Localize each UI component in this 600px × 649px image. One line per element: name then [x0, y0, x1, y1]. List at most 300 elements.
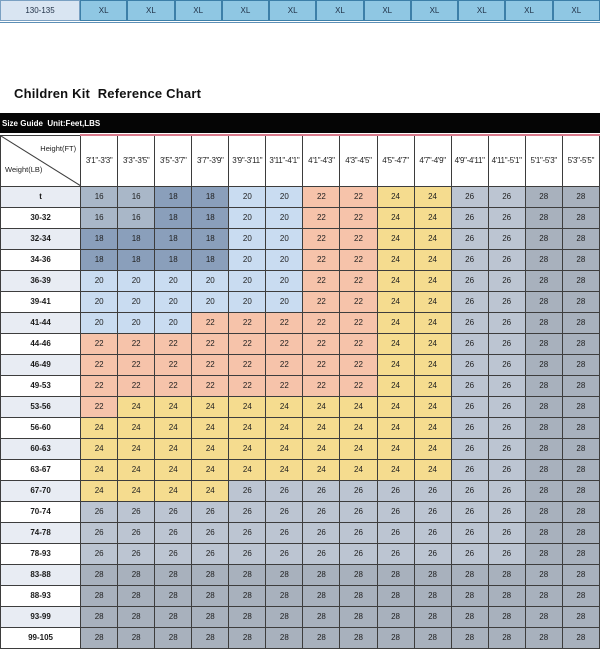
size-cell: 24	[414, 396, 451, 417]
size-cell: 26	[488, 438, 525, 459]
size-cell: 18	[118, 249, 155, 270]
size-cell: 28	[192, 627, 229, 648]
size-cell: 24	[303, 396, 340, 417]
size-cell: 28	[562, 228, 599, 249]
size-cell: 26	[451, 333, 488, 354]
size-cell: 26	[488, 501, 525, 522]
size-cell: 18	[192, 186, 229, 207]
size-cell: 28	[192, 585, 229, 606]
size-cell: 28	[451, 564, 488, 585]
size-cell: 28	[488, 564, 525, 585]
size-cell: 26	[451, 396, 488, 417]
size-cell: 28	[340, 585, 377, 606]
size-cell: 28	[525, 522, 562, 543]
size-cell: 26	[451, 480, 488, 501]
size-cell: 26	[81, 543, 118, 564]
size-cell: 24	[340, 438, 377, 459]
weight-range-cell: 93-99	[1, 606, 81, 627]
size-cell: 22	[229, 354, 266, 375]
size-cell: 26	[192, 522, 229, 543]
size-cell: 16	[118, 186, 155, 207]
size-cell: 26	[340, 543, 377, 564]
height-header-cell: 5'3"-5'5"	[562, 135, 599, 186]
size-cell: 22	[303, 312, 340, 333]
height-header-cell: 4'11"-5'1"	[488, 135, 525, 186]
size-cell: 28	[562, 291, 599, 312]
size-cell: 28	[562, 501, 599, 522]
size-cell: 28	[525, 543, 562, 564]
size-cell: 28	[562, 396, 599, 417]
size-cell: 28	[562, 459, 599, 480]
size-cell: 26	[229, 522, 266, 543]
size-cell: 26	[340, 501, 377, 522]
size-cell: 22	[118, 354, 155, 375]
size-cell: 20	[118, 312, 155, 333]
size-cell: 28	[414, 606, 451, 627]
size-cell: 24	[81, 438, 118, 459]
size-cell: 24	[303, 459, 340, 480]
size-cell: 24	[81, 417, 118, 438]
height-header-cell: 3'3"-3'5"	[118, 135, 155, 186]
table-row	[1, 606, 600, 627]
size-cell: 24	[377, 375, 414, 396]
size-cell: 28	[525, 627, 562, 648]
size-cell: 28	[525, 207, 562, 228]
size-cell: 22	[303, 270, 340, 291]
top-row-size-cell: XL	[411, 0, 458, 21]
size-cell: 26	[118, 522, 155, 543]
size-cell: 22	[340, 375, 377, 396]
corner-header-cell	[1, 135, 81, 186]
size-cell: 20	[266, 186, 303, 207]
size-cell: 16	[118, 207, 155, 228]
size-cell: 28	[562, 627, 599, 648]
size-cell: 28	[303, 585, 340, 606]
height-header-cell: 4'3"-4'5"	[340, 135, 377, 186]
size-cell: 20	[229, 207, 266, 228]
size-cell: 22	[303, 375, 340, 396]
size-cell: 24	[229, 396, 266, 417]
size-cell: 24	[414, 375, 451, 396]
size-cell: 26	[488, 270, 525, 291]
size-cell: 24	[414, 312, 451, 333]
size-cell: 26	[118, 543, 155, 564]
table-row	[1, 459, 600, 480]
height-header-cell: 4'9"-4'11"	[451, 135, 488, 186]
size-cell: 28	[562, 207, 599, 228]
size-cell: 22	[340, 228, 377, 249]
size-cell: 22	[155, 333, 192, 354]
size-cell: 20	[118, 291, 155, 312]
size-cell: 28	[229, 564, 266, 585]
top-row-size-cell: XL	[553, 0, 600, 21]
size-cell: 22	[340, 333, 377, 354]
size-cell: 24	[414, 270, 451, 291]
weight-range-cell: 67-70	[1, 480, 81, 501]
top-divider	[0, 22, 600, 23]
size-cell: 28	[488, 585, 525, 606]
size-cell: 26	[488, 228, 525, 249]
size-cell: 26	[451, 438, 488, 459]
size-cell: 26	[451, 522, 488, 543]
size-cell: 18	[192, 249, 229, 270]
size-cell: 28	[377, 564, 414, 585]
size-cell: 20	[192, 270, 229, 291]
size-cell: 26	[377, 501, 414, 522]
size-cell: 20	[266, 249, 303, 270]
size-cell: 24	[155, 417, 192, 438]
size-cell: 22	[192, 354, 229, 375]
table-row	[1, 396, 600, 417]
size-cell: 20	[229, 291, 266, 312]
size-cell: 20	[155, 270, 192, 291]
size-cell: 24	[377, 354, 414, 375]
size-cell: 24	[155, 438, 192, 459]
size-cell: 24	[377, 186, 414, 207]
size-cell: 26	[451, 249, 488, 270]
size-cell: 18	[192, 207, 229, 228]
size-cell: 26	[488, 417, 525, 438]
size-cell: 28	[562, 417, 599, 438]
size-cell: 28	[525, 228, 562, 249]
size-cell: 28	[340, 627, 377, 648]
size-cell: 24	[192, 459, 229, 480]
size-cell: 20	[155, 312, 192, 333]
size-cell: 28	[303, 627, 340, 648]
size-cell: 28	[562, 312, 599, 333]
top-row-weight-label: 130-135	[0, 0, 80, 21]
size-cell: 28	[266, 606, 303, 627]
size-cell: 28	[118, 606, 155, 627]
size-cell: 28	[562, 333, 599, 354]
weight-range-cell: 32-34	[1, 228, 81, 249]
size-cell: 28	[266, 627, 303, 648]
size-cell: 22	[192, 333, 229, 354]
size-cell: 26	[192, 543, 229, 564]
size-cell: 26	[266, 480, 303, 501]
size-cell: 22	[303, 354, 340, 375]
size-cell: 26	[377, 480, 414, 501]
size-cell: 28	[525, 249, 562, 270]
size-cell: 28	[229, 606, 266, 627]
size-cell: 28	[525, 291, 562, 312]
size-cell: 22	[340, 312, 377, 333]
size-cell: 24	[377, 396, 414, 417]
size-cell: 22	[155, 375, 192, 396]
size-cell: 28	[118, 585, 155, 606]
top-row-size-cell: XL	[458, 0, 505, 21]
size-cell: 18	[81, 228, 118, 249]
weight-range-cell: 53-56	[1, 396, 81, 417]
size-cell: 22	[192, 312, 229, 333]
size-cell: 24	[118, 417, 155, 438]
size-cell: 24	[118, 459, 155, 480]
size-cell: 26	[451, 543, 488, 564]
size-cell: 22	[340, 354, 377, 375]
weight-axis-label: Weight(LB)	[5, 164, 43, 174]
height-header-cell: 3'11"-4'1"	[266, 135, 303, 186]
size-cell: 26	[488, 543, 525, 564]
size-cell: 22	[266, 333, 303, 354]
size-cell: 20	[229, 249, 266, 270]
size-cell: 20	[192, 291, 229, 312]
size-cell: 28	[525, 333, 562, 354]
height-header-cell: 3'1"-3'3"	[81, 135, 118, 186]
top-row-size-cell: XL	[316, 0, 363, 21]
size-cell: 26	[451, 207, 488, 228]
size-cell: 24	[266, 396, 303, 417]
size-cell: 28	[229, 585, 266, 606]
size-cell: 28	[562, 543, 599, 564]
size-cell: 26	[451, 291, 488, 312]
size-cell: 28	[229, 627, 266, 648]
size-cell: 24	[81, 459, 118, 480]
size-cell: 28	[414, 627, 451, 648]
size-cell: 24	[414, 417, 451, 438]
size-cell: 24	[303, 417, 340, 438]
size-cell: 28	[81, 606, 118, 627]
size-cell: 18	[155, 249, 192, 270]
size-cell: 28	[118, 564, 155, 585]
size-cell: 26	[488, 333, 525, 354]
size-cell: 24	[377, 270, 414, 291]
size-cell: 26	[155, 501, 192, 522]
size-cell: 24	[118, 396, 155, 417]
size-cell: 28	[525, 459, 562, 480]
table-row	[1, 501, 600, 522]
size-cell: 24	[414, 291, 451, 312]
size-cell: 18	[118, 228, 155, 249]
size-cell: 22	[303, 249, 340, 270]
size-cell: 28	[525, 396, 562, 417]
size-cell: 28	[562, 585, 599, 606]
size-cell: 28	[562, 270, 599, 291]
size-cell: 22	[229, 312, 266, 333]
size-cell: 20	[229, 228, 266, 249]
size-cell: 24	[377, 438, 414, 459]
size-cell: 28	[155, 627, 192, 648]
size-cell: 26	[414, 543, 451, 564]
weight-range-cell: 78-93	[1, 543, 81, 564]
size-cell: 28	[525, 501, 562, 522]
size-cell: 28	[414, 564, 451, 585]
table-row	[1, 375, 600, 396]
size-cell: 26	[488, 291, 525, 312]
size-cell: 26	[414, 522, 451, 543]
size-cell: 26	[451, 228, 488, 249]
size-cell: 26	[377, 522, 414, 543]
size-cell: 28	[562, 354, 599, 375]
top-row-size-cell: XL	[80, 0, 127, 21]
weight-range-cell: 41-44	[1, 312, 81, 333]
size-cell: 24	[377, 228, 414, 249]
size-cell: 24	[303, 438, 340, 459]
size-cell: 24	[266, 417, 303, 438]
chart-title: Children Kit Reference Chart	[14, 86, 202, 101]
size-cell: 22	[340, 186, 377, 207]
size-cell: 20	[229, 186, 266, 207]
weight-range-cell: 34-36	[1, 249, 81, 270]
size-cell: 28	[562, 186, 599, 207]
size-cell: 28	[562, 249, 599, 270]
size-cell: 22	[81, 375, 118, 396]
size-cell: 24	[155, 480, 192, 501]
table-row	[1, 354, 600, 375]
size-cell: 24	[414, 333, 451, 354]
size-cell: 24	[414, 228, 451, 249]
size-cell: 22	[81, 333, 118, 354]
size-cell: 26	[303, 522, 340, 543]
height-header-cell: 5'1"-5'3"	[525, 135, 562, 186]
size-cell: 24	[377, 249, 414, 270]
size-cell: 24	[414, 354, 451, 375]
weight-range-cell: 46-49	[1, 354, 81, 375]
size-cell: 24	[192, 417, 229, 438]
size-chart-table	[0, 134, 600, 649]
size-cell: 26	[81, 522, 118, 543]
size-cell: 24	[155, 459, 192, 480]
size-cell: 24	[377, 417, 414, 438]
size-cell: 18	[192, 228, 229, 249]
size-cell: 24	[155, 396, 192, 417]
size-cell: 20	[229, 270, 266, 291]
size-cell: 22	[266, 375, 303, 396]
size-cell: 24	[229, 438, 266, 459]
size-cell: 26	[303, 480, 340, 501]
size-cell: 26	[118, 501, 155, 522]
size-cell: 24	[266, 459, 303, 480]
weight-range-cell: 44-46	[1, 333, 81, 354]
size-cell: 18	[155, 228, 192, 249]
table-row	[1, 333, 600, 354]
size-cell: 26	[488, 459, 525, 480]
size-cell: 24	[118, 480, 155, 501]
height-header-row	[1, 135, 600, 186]
size-cell: 20	[266, 207, 303, 228]
size-cell: 18	[155, 186, 192, 207]
size-cell: 28	[525, 564, 562, 585]
size-cell: 24	[81, 480, 118, 501]
top-row-size-cell: XL	[269, 0, 316, 21]
size-cell: 20	[81, 291, 118, 312]
size-cell: 22	[303, 333, 340, 354]
size-cell: 28	[562, 375, 599, 396]
size-cell: 22	[303, 207, 340, 228]
size-cell: 24	[192, 396, 229, 417]
size-cell: 24	[414, 186, 451, 207]
weight-range-cell: 36-39	[1, 270, 81, 291]
size-cell: 28	[525, 354, 562, 375]
size-cell: 28	[266, 564, 303, 585]
weight-range-cell: 74-78	[1, 522, 81, 543]
size-cell: 28	[81, 585, 118, 606]
table-row	[1, 228, 600, 249]
size-cell: 28	[451, 585, 488, 606]
previous-table-row	[0, 0, 600, 22]
size-cell: 28	[118, 627, 155, 648]
size-cell: 26	[266, 522, 303, 543]
size-cell: 26	[451, 270, 488, 291]
size-cell: 26	[451, 312, 488, 333]
weight-range-cell: t	[1, 186, 81, 207]
size-cell: 28	[414, 585, 451, 606]
table-row	[1, 438, 600, 459]
table-row	[1, 480, 600, 501]
size-cell: 28	[525, 480, 562, 501]
size-cell: 24	[229, 459, 266, 480]
size-cell: 26	[340, 480, 377, 501]
size-cell: 28	[155, 564, 192, 585]
table-row	[1, 627, 600, 648]
size-cell: 26	[155, 522, 192, 543]
size-cell: 22	[118, 333, 155, 354]
weight-range-cell: 60-63	[1, 438, 81, 459]
size-cell: 22	[340, 207, 377, 228]
size-cell: 28	[525, 312, 562, 333]
weight-range-cell: 70-74	[1, 501, 81, 522]
top-row-size-cell: XL	[127, 0, 174, 21]
size-cell: 28	[488, 627, 525, 648]
size-cell: 28	[562, 606, 599, 627]
size-cell: 24	[377, 207, 414, 228]
height-header-cell: 3'5"-3'7"	[155, 135, 192, 186]
size-cell: 26	[340, 522, 377, 543]
table-row	[1, 522, 600, 543]
table-row	[1, 543, 600, 564]
size-cell: 26	[451, 354, 488, 375]
size-cell: 24	[340, 417, 377, 438]
size-cell: 28	[340, 606, 377, 627]
size-cell: 26	[414, 501, 451, 522]
size-cell: 24	[192, 480, 229, 501]
size-cell: 22	[155, 354, 192, 375]
size-guide-bar: Size Guide Unit:Feet,LBS	[0, 113, 600, 133]
table-row	[1, 564, 600, 585]
weight-range-cell: 30-32	[1, 207, 81, 228]
size-cell: 26	[229, 480, 266, 501]
weight-range-cell: 99-105	[1, 627, 81, 648]
size-cell: 26	[451, 417, 488, 438]
size-cell: 26	[229, 543, 266, 564]
height-header-cell: 4'1"-4'3"	[303, 135, 340, 186]
size-cell: 22	[118, 375, 155, 396]
size-cell: 28	[377, 606, 414, 627]
size-cell: 22	[229, 375, 266, 396]
size-cell: 28	[340, 564, 377, 585]
table-row	[1, 585, 600, 606]
table-row	[1, 291, 600, 312]
size-cell: 28	[525, 186, 562, 207]
height-header-cell: 4'7"-4'9"	[414, 135, 451, 186]
size-cell: 26	[488, 375, 525, 396]
size-cell: 22	[303, 291, 340, 312]
size-cell: 26	[155, 543, 192, 564]
size-cell: 20	[81, 270, 118, 291]
table-row	[1, 270, 600, 291]
size-cell: 28	[192, 606, 229, 627]
size-cell: 20	[81, 312, 118, 333]
size-cell: 28	[562, 480, 599, 501]
size-cell: 24	[229, 417, 266, 438]
size-cell: 24	[192, 438, 229, 459]
size-cell: 20	[266, 291, 303, 312]
size-cell: 24	[414, 207, 451, 228]
size-cell: 26	[303, 501, 340, 522]
size-cell: 20	[266, 228, 303, 249]
size-cell: 28	[155, 585, 192, 606]
size-cell: 28	[377, 585, 414, 606]
height-header-cell: 3'7"-3'9"	[192, 135, 229, 186]
